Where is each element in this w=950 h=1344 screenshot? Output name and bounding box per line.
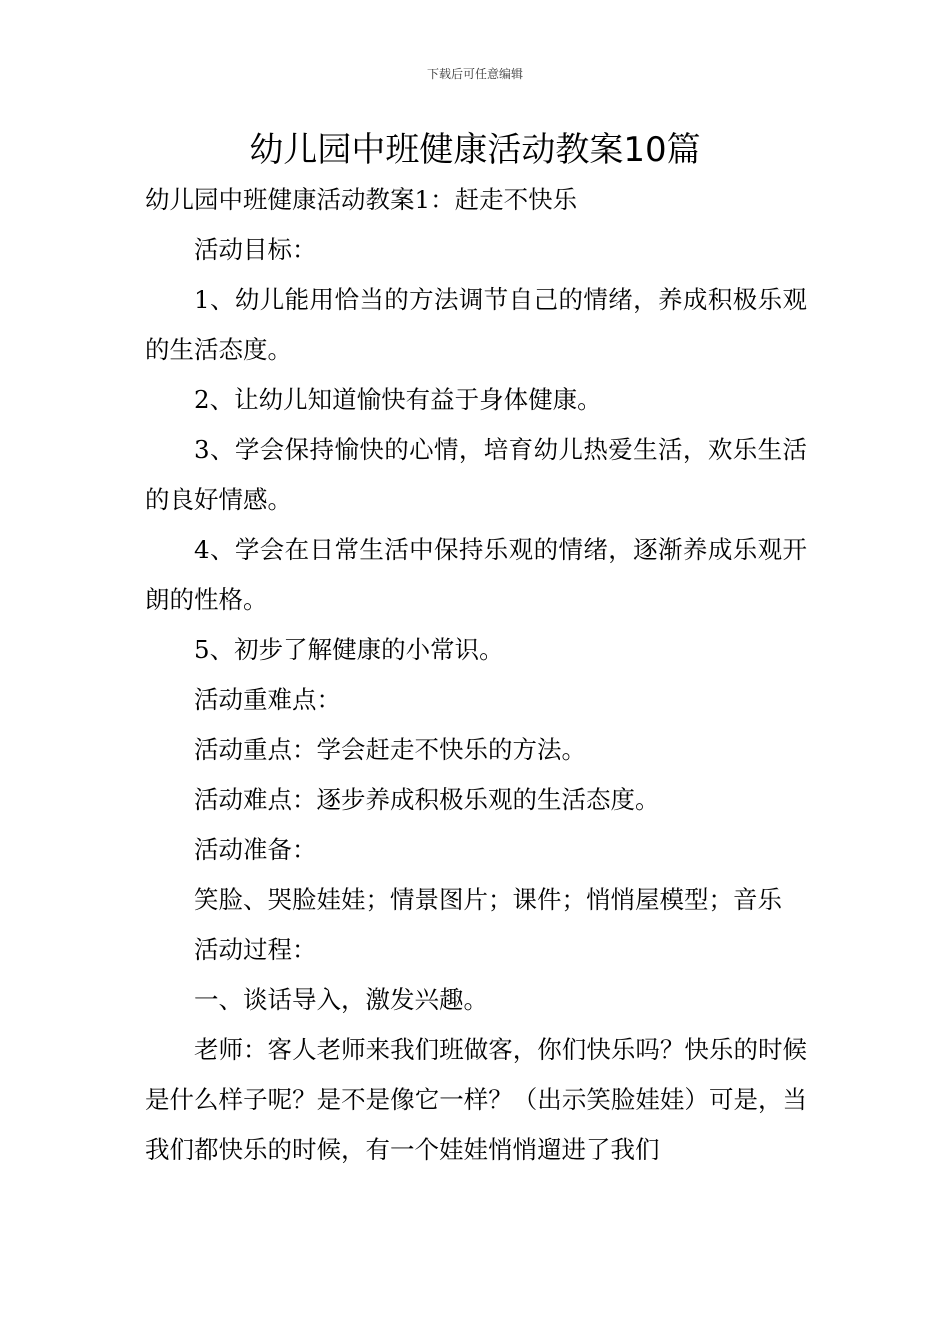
paragraph-2: 活动目标： [194, 235, 317, 264]
paragraph-12: 笑脸、哭脸娃娃；情景图片；课件；悄悄屋模型；音乐 [194, 885, 782, 914]
paragraph-9: 活动重点：学会赶走不快乐的方法。 [194, 735, 586, 764]
paragraph-3: 1、幼儿能用恰当的方法调节自己的情绪，养成积极乐观的生活态度。 [145, 285, 807, 364]
paragraph-7: 5、初步了解健康的小常识。 [194, 635, 504, 664]
paragraph-15: 老师：客人老师来我们班做客，你们快乐吗？快乐的时候是什么样子呢？是不是像它一样？（出示笑脸娃娃）可是，当我们都快乐的时候，有一个娃娃悄悄遛进了我们 [145, 1035, 807, 1164]
paragraph-6: 4、学会在日常生活中保持乐观的情绪，逐渐养成乐观开朗的性格。 [145, 535, 807, 614]
document-title: 幼儿园中班健康活动教案10篇 [249, 130, 701, 170]
paragraph-4: 2、让幼儿知道愉快有益于身体健康。 [194, 385, 602, 414]
paragraph-8: 活动重难点： [194, 685, 341, 714]
document-body [145, 175, 807, 1175]
header-note: 下载后可任意编辑 [426, 67, 523, 81]
paragraph-10: 活动难点：逐步养成积极乐观的生活态度。 [194, 785, 660, 814]
paragraph-13: 活动过程： [194, 935, 317, 964]
paragraph-5: 3、学会保持愉快的心情，培育幼儿热爱生活，欢乐生活的良好情感。 [145, 435, 807, 514]
paragraph-11: 活动准备： [194, 835, 317, 864]
paragraph-14: 一、谈话导入，激发兴趣。 [194, 985, 488, 1014]
paragraph-1: 幼儿园中班健康活动教案1：赶走不快乐 [145, 185, 578, 214]
